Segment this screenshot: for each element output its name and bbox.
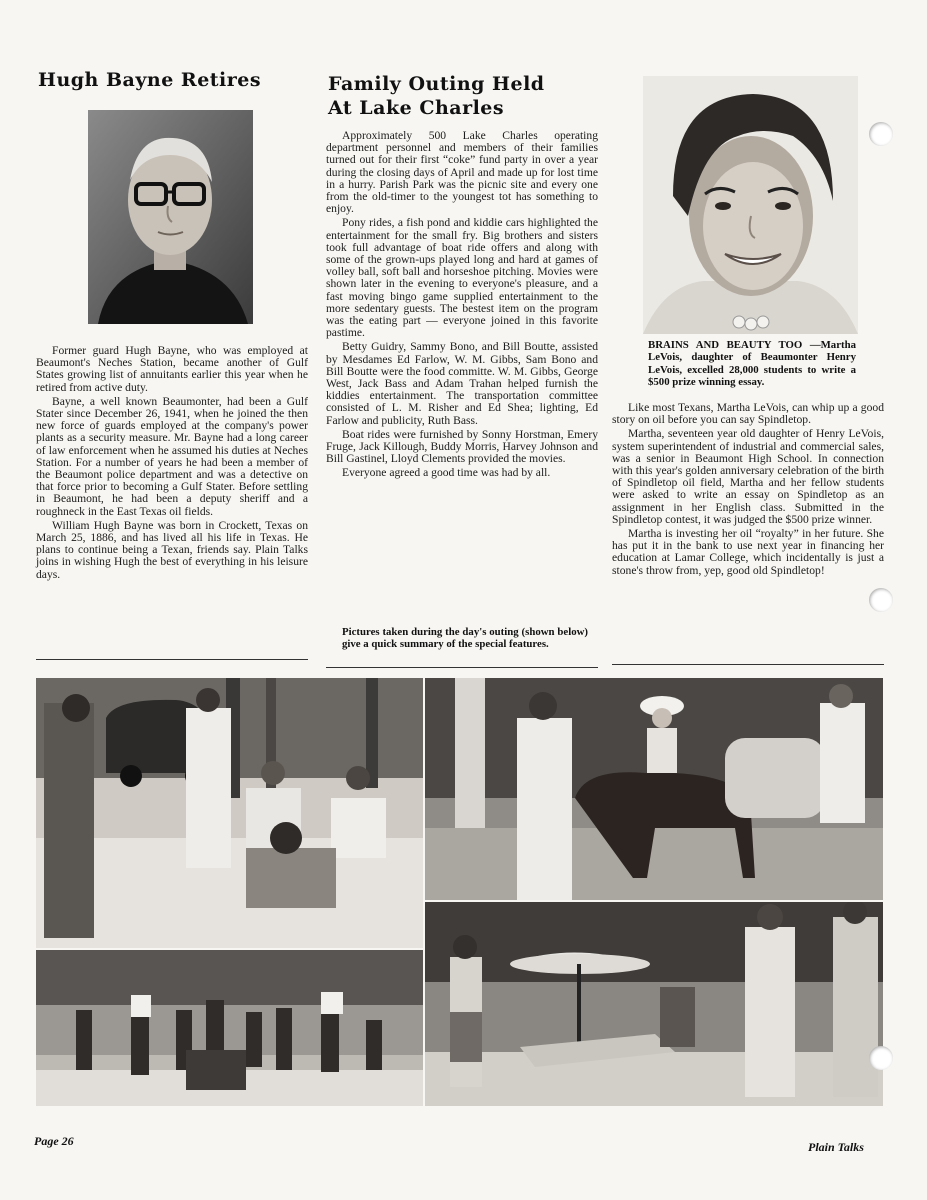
headline-line: Family Outing Held xyxy=(328,73,545,95)
headline-line: At Lake Charles xyxy=(328,97,505,119)
column-rule xyxy=(36,659,308,660)
binder-hole xyxy=(869,588,893,612)
publication-name: Plain Talks xyxy=(808,1140,864,1154)
paragraph: Martha is investing her oil “royalty” in her future. She has put it in the bank to use next year in financing her education at Lamar College, which incidentally is just a stone's throw from, yep, good old Spindletop! xyxy=(612,527,884,577)
portrait-hugh-bayne xyxy=(88,110,253,324)
portrait-martha-levois xyxy=(643,76,858,334)
photo-note: Pictures taken during the day's outing (shown below) give a quick summary of the special features. xyxy=(342,626,588,651)
paragraph: Boat rides were furnished by Sonny Horstman, Emery Fruge, Jack Killough, Buddy Morris, Harvey Johnson and Bill Gastinel, Lloyd Clements provided the movies. xyxy=(326,427,598,466)
paragraph: Bayne, a well known Beaumonter, had been a Gulf Stater since December 26, 1941, when he joined the then new force of guards employed at the company's power plants as a security measure. Mr. Bayne had a long career of law enforcement when he assumed his duties at Neches Station. For a number of years he had been a member of the Beaumont police department and was a detective on that force prior to becoming a Gulf Stater. Before settling in Beaumont, he had been a deputy sheriff and a roughneck in the East Texas oil fields. xyxy=(36,394,308,518)
photo-pony-ride xyxy=(425,678,883,900)
headline-family-outing xyxy=(328,72,618,120)
photo-picnic-group xyxy=(36,678,423,948)
article-hugh-bayne-body xyxy=(36,345,308,583)
binder-hole xyxy=(869,1046,893,1070)
article-martha-levois-body xyxy=(612,402,884,579)
binder-hole xyxy=(869,122,893,146)
portrait-caption: BRAINS AND BEAUTY TOO —Martha LeVois, daughter of Beaumonter Henry LeVois, excelled 28,000 students to write a $500 prize winning essay. xyxy=(648,339,856,389)
article-family-outing-body xyxy=(326,130,598,482)
paragraph: Everyone agreed a good time was had by all. xyxy=(342,466,551,480)
paragraph: Like most Texans, Martha LeVois, can whip up a good story on oil before you can say Spindletop. xyxy=(612,401,884,427)
photo-lakeshore-crowd xyxy=(36,950,423,1106)
column-rule xyxy=(612,664,884,665)
headline-hugh-bayne: Hugh Bayne Retires xyxy=(38,69,262,91)
paragraph: Martha, seventeen year old daughter of Henry LeVois, system superintendent of industrial and commercial sales, was a senior in Beaumont High School. In connection with this year's golden anniversary celebration of the birth of Spindletop oil field, Martha and her fellow students were asked to write an essay on Spindletop as an assignment in her English class. Submitted in the Spindletop contest, it was judged the $500 prize winner. xyxy=(612,427,884,526)
paragraph: William Hugh Bayne was born in Crockett, Texas on March 25, 1886, and has lived all his life in Texas. He plans to continue being a Texan, friends say. Plain Talks joins in wishing Hugh the best of everything in his leisure days. xyxy=(36,518,308,581)
column-rule xyxy=(326,667,598,668)
photo-kiddie-ride xyxy=(425,902,883,1106)
paragraph: Betty Guidry, Sammy Bono, and Bill Boutte, assisted by Mesdames Ed Farlow, W. M. Gibbs, Sam Bono and Bill Boutte were the food committe. W. M. Gibbs, George West, Jack Bass and Adam Trahan helped furnish the kiddies entertainment. The transportation committee consisted of L. M. Risher and Ed Shea; lighting, Ed Farlow and publicity, Ruth Bass. xyxy=(326,340,598,427)
paragraph: Pony rides, a fish pond and kiddie cars highlighted the entertainment for the small fry. Big brothers and sisters took full advantage of boat ride offers and along with some of the grown-ups played long and hard at games of volley ball, soft ball and horseshoe pitching. Movies were shown later in the evening to everyone's pleasure, and a fast moving bingo game supplied entertainment to the more sedentary guests. The bestest item on the program was the eating part — everyone joined in this favorite pastime. xyxy=(326,216,598,340)
paragraph: Approximately 500 Lake Charles operating department personnel and members of their families turned out for their first “coke” fund party in over a year during the closing days of April and made up for lost time in a hurry. Parish Park was the picnic site and every one from the old-timer to the youngest tot has something to enjoy. xyxy=(326,129,598,216)
page-number: Page 26 xyxy=(34,1134,74,1148)
paragraph: Former guard Hugh Bayne, who was employed at Beaumont's Neches Station, became another of Gulf States growing list of annuitants earlier this year when he retired from active duty. xyxy=(36,344,308,394)
